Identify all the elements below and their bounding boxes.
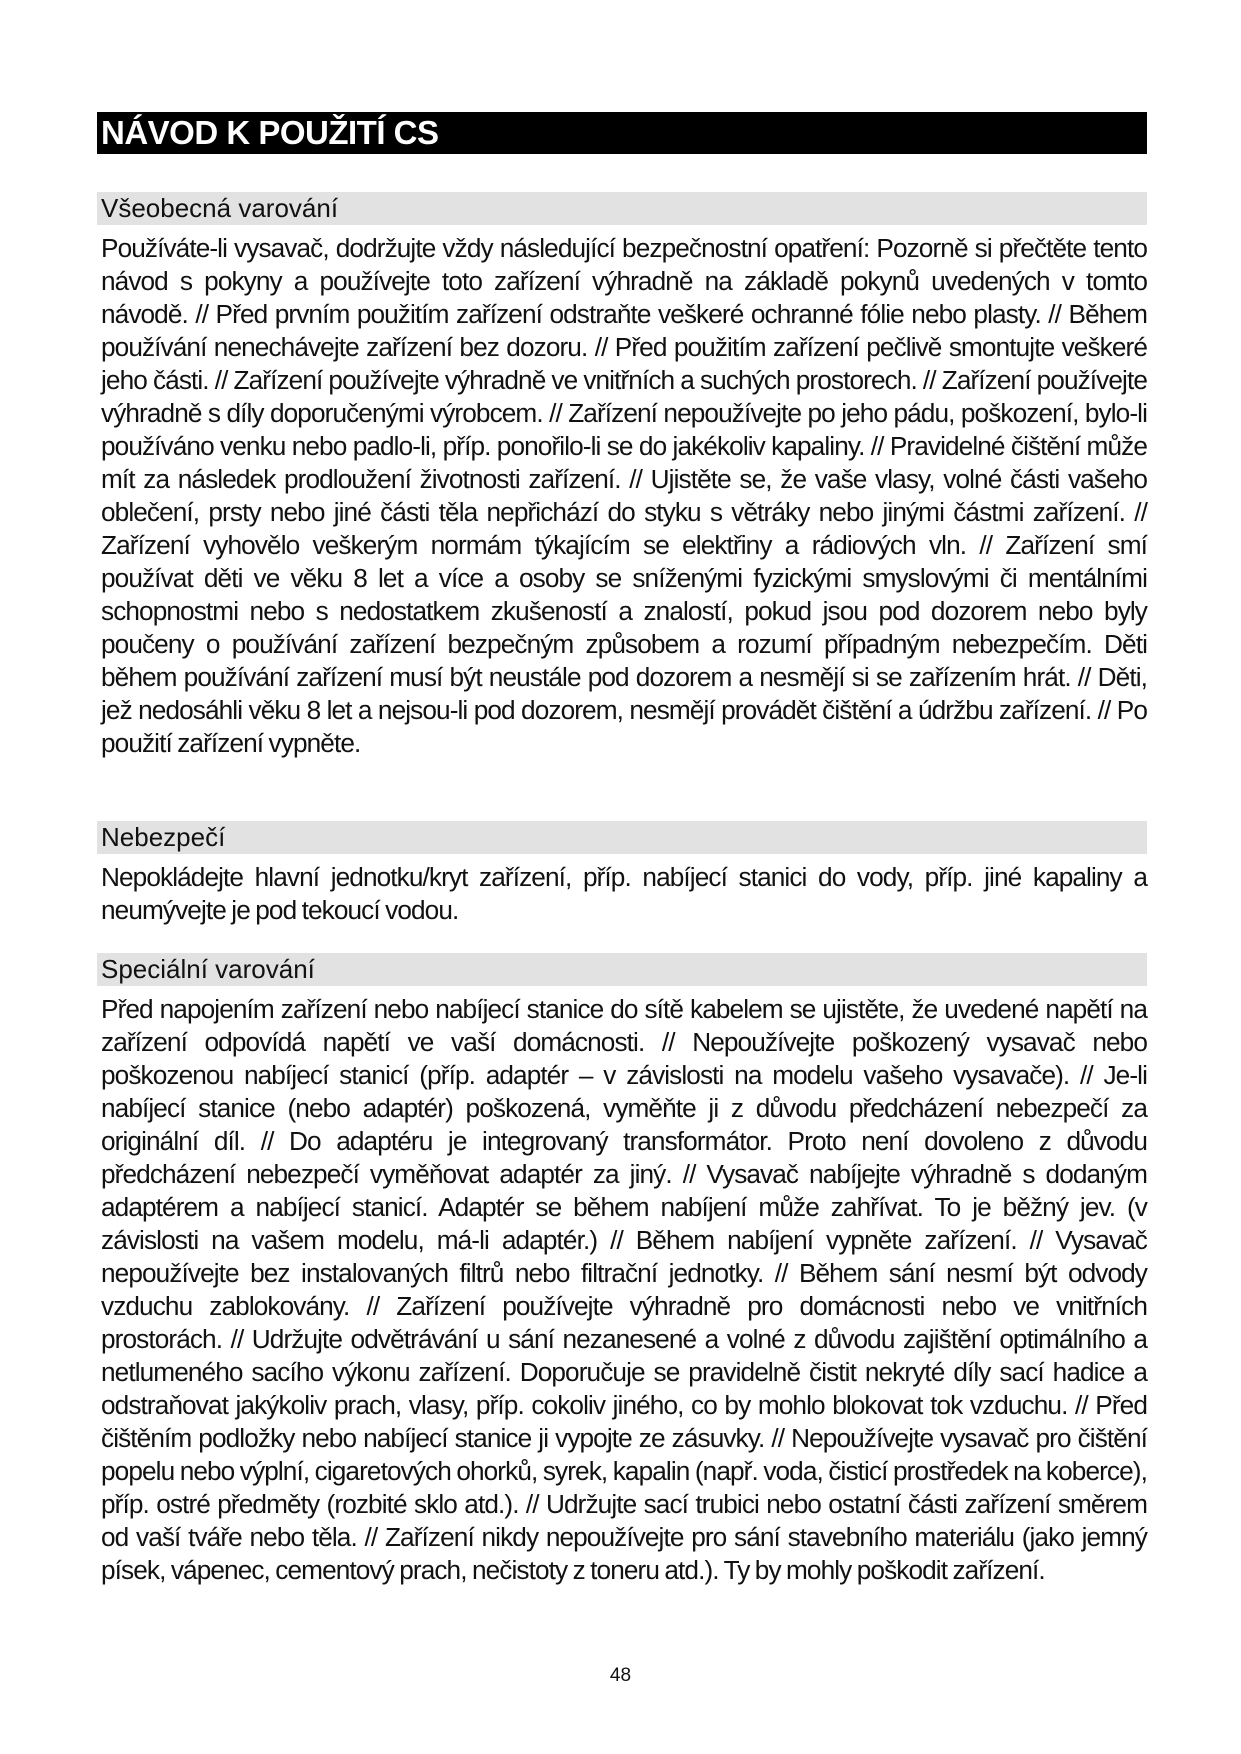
page-number: 48 [609,1665,632,1686]
section-text-special-warnings: Před napojením zařízení nebo nabíjecí stanice do sítě kabelem se ujistěte, že uvedené napětí na zařízení odpovídá napětí ve vaší domácnosti. // Nepoužívejte poškozený vysavač nebo poškozenou nabíjecí stanicí (příp. adaptér – v závislosti na modelu vašeho vysavače). // Je-li nabíjecí stanice (nebo adaptér) poškozená, vyměňte ji z důvodu předcházení nebezpečí za originální díl. // Do adaptéru je integrovaný transformátor. Proto není dovoleno z důvodu předcházení nebezpečí vyměňovat adaptér za jiný. // Vysavač nabíjejte výhradně s dodaným adaptérem a nabíjecí stanicí. Adaptér se během nabíjení může zahřívat. To je běžný jev. (v závislosti na vašem modelu, má-li adaptér.) // Během nabíjení vypněte zařízení. // Vysavač nepoužívejte bez instalovaných filtrů nebo filtrační jednotky. // Během sání nesmí být odvody vzduchu zablokovány. // Zařízení používejte výhradně pro domácnosti nebo ve vnitřních prostorách. // Udržujte odvětrávání u sání nezanesené a volné z důvodu zajištění optimálního a netlumeného sacího výkonu zařízení. Doporučuje se pravidelně čistit nekryté díly sací hadice a odstraňovat jakýkoliv prach, vlasy, příp. cokoliv jiného, co by mohlo blokovat tok vzduchu. // Před čištěním podložky nebo nabíjecí stanice ji vypojte ze zásuvky. // Nepoužívejte vysavač pro čištění popelu nebo výplní, cigaretových ohorků, syrek, kapalin (např. voda, čisticí prostředek na koberce), příp. ostré předměty (rozbité sklo atd.). // Udržujte sací trubici nebo ostatní části zařízení směrem od vaší tváře nebo těla. // Zařízení nikdy nepoužívejte pro sání stavebního materiálu (jako jemný písek, vápenec, cementový prach, nečistoty z toneru atd.). Ty by mohly poškodit zařízení. [101,994,1147,1585]
section-heading-special-warnings: Speciální varování [97,953,1147,986]
page-title: NÁVOD K POUŽITÍ CS [97,112,1147,154]
section-heading-danger: Nebezpečí [97,821,1147,854]
section-heading-general-warnings: Všeobecná varování [97,192,1147,225]
section-text-danger: Nepokládejte hlavní jednotku/kryt zařízení, příp. nabíjecí stanici do vody, příp. jiné kapaliny a neumývejte je pod tekoucí vodou. [101,862,1147,925]
section-text-general-warnings: Používáte-li vysavač, dodržujte vždy následující bezpečnostní opatření: Pozorně si přečtěte tento návod s pokyny a používejte toto zařízení výhradně na základě pokynů uvedených v tomto návodě. // Před prvním použitím zařízení odstraňte veškeré ochranné fólie nebo plasty. // Během používání nenechávejte zařízení bez dozoru. // Před použitím zařízení pečlivě smontujte veškeré jeho části. // Zařízení používejte výhradně ve vnitřních a suchých prostorech. // Zařízení používejte výhradně s díly doporučenými výrobcem. // Zařízení nepoužívejte po jeho pádu, poškození, bylo-li používáno venku nebo padlo-li, příp. ponořilo-li se do jakékoliv kapaliny. // Pravidelné čištění může mít za následek prodloužení životnosti zařízení. // Ujistěte se, že vaše vlasy, volné části vašeho oblečení, prsty nebo jiné části těla nepřichází do styku s větráky nebo jinými částmi zařízení. // Zařízení vyhovělo veškerým normám týkajícím se elektřiny a rádiových vln. // Zařízení smí používat děti ve věku 8 let a více a osoby se sníženými fyzickými smyslovými či mentálními schopnostmi nebo s nedostatkem zkušeností a znalostí, pokud jsou pod dozorem nebo byly poučeny o používání zařízení bezpečným způsobem a rozumí případným nebezpečím. Děti během používání zařízení musí být neustále pod dozorem a nesmějí si se zařízením hrát. // Děti, jež nedosáhli věku 8 let a nejsou-li pod dozorem, nesmějí provádět čištění a údržbu zařízení. // Po použití zařízení vypněte. [101,233,1147,758]
